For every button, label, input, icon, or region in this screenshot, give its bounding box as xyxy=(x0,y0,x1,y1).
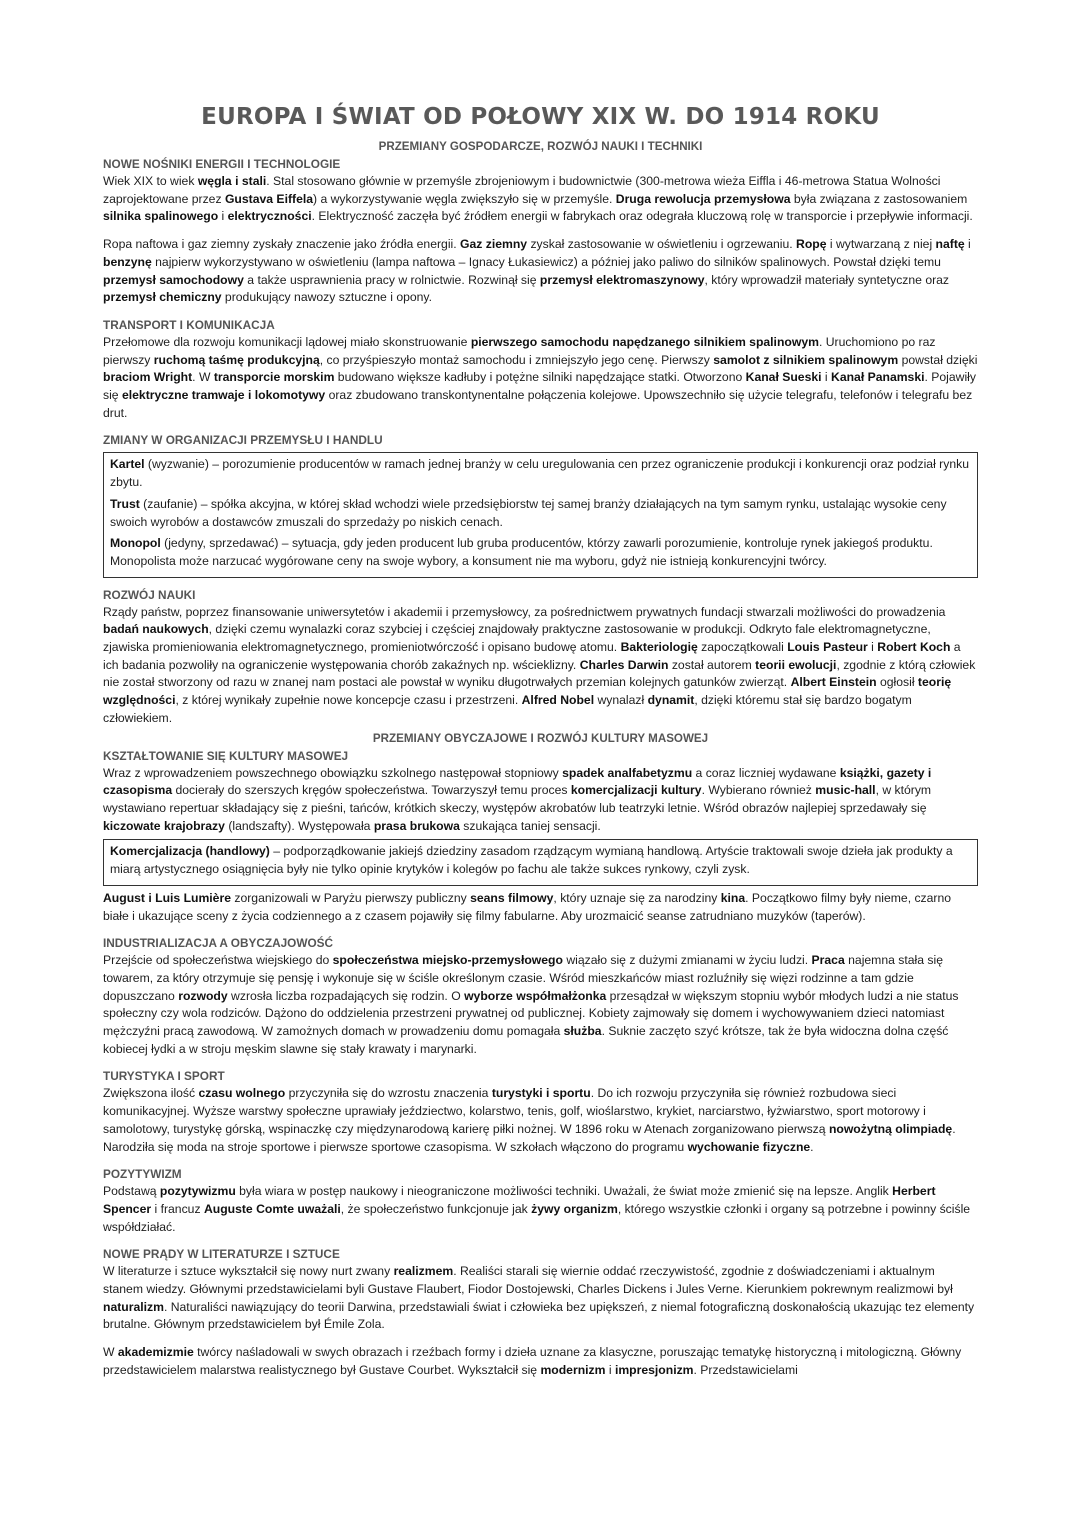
text-run: W literaturze i sztuce wykształcił się nowy nurt zwany xyxy=(103,1264,394,1279)
bold-term: wyborze współmałżonka xyxy=(464,988,607,1003)
text-run: zyskał zastosowanie w oświetleniu i ogrzewaniu. xyxy=(527,237,797,252)
paragraph-energy-2 xyxy=(103,236,978,307)
text-run: wzrosła liczba rozpadających się rodzin. O xyxy=(227,988,465,1003)
paragraph-science xyxy=(103,604,978,728)
bold-term: elektryczne tramwaje i lokomotywy xyxy=(121,388,326,403)
text-run: Zwiększona ilość xyxy=(103,1086,199,1101)
section-positivism xyxy=(103,1166,978,1236)
bold-term: rozwody xyxy=(178,988,228,1003)
section-header-economy: PRZEMIANY GOSPODARCZE, ROZWÓJ NAUKI I TECHNIKI xyxy=(378,140,703,153)
text-run: i xyxy=(218,209,228,224)
text-run: , co przyśpieszyło montaż samochodu i zmniejszyło jego cenę. Pierwszy xyxy=(319,352,714,367)
text-run: . Suknie zaczęto szyć krótsze, tak że była widoczna dolna część kobiecej łydki a w stroju męskim slawne się stały krawaty i marynarki. xyxy=(103,1024,949,1056)
bold-term: Praca xyxy=(811,953,845,968)
bold-term: silnika spalinowego xyxy=(103,209,219,224)
text-run: . Przedstawicielami xyxy=(693,1362,798,1377)
heading-transport: TRANSPORT I KOMUNIKACJA xyxy=(103,317,275,332)
text-run: a coraz liczniej wydawane xyxy=(692,765,840,780)
text-run: . Wybierano również xyxy=(701,783,816,798)
section-tourism xyxy=(103,1068,978,1156)
bold-term: Bakteriologię xyxy=(620,640,698,655)
text-run: . Pojawiły się xyxy=(103,370,976,403)
bold-term: wychowanie fizyczne xyxy=(687,1139,811,1154)
text-run: zapoczątkowali xyxy=(697,640,788,655)
definition-commercialization xyxy=(110,843,971,878)
bold-term: ruchomą taśmę produkcyjną xyxy=(153,352,320,367)
text-run: szukająca taniej sensacji. xyxy=(459,818,601,833)
bold-term: dynamit xyxy=(647,693,695,708)
text-run: ogłosił xyxy=(876,675,918,690)
heading-tourism: TURYSTYKA I SPORT xyxy=(103,1069,225,1084)
bold-term: pierwszego samochodu napędzanego silnikiem spalinowym xyxy=(470,334,819,349)
heading-literature: NOWE PRĄDY W LITERATURZE I SZTUCE xyxy=(103,1247,340,1262)
text-run: Ropa naftowa i gaz ziemny zyskały znaczenie jako źródła energii. xyxy=(103,237,461,252)
bold-term: Gustava Eiffela xyxy=(224,191,314,206)
bold-term: Trust xyxy=(110,496,140,511)
bold-term: benzynę xyxy=(103,254,152,269)
paragraph-literature-2 xyxy=(103,1344,978,1379)
paragraph-customs xyxy=(103,952,978,1058)
text-run: i xyxy=(821,370,832,385)
bold-term: kina xyxy=(720,890,746,905)
text-run: – podporządkowanie jakiejś dziedziny zasadom rządzącym wymianą handlową. Artyście traktowali swoje dzieła jak produkty a miarą artystycznego osiągnięcia były nie tylko opinie krytyków i kolegów po fachu ale także sukces rynkowy, czyli zysk. xyxy=(110,844,953,877)
text-run: (landszafty). Występowała xyxy=(224,818,374,833)
text-run: i xyxy=(964,237,971,252)
text-run: Rządy państw, poprzez finansowanie uniwersytetów i akademii i przemysłowcy, za pośrednictwem prywatnych fundacji stwarzali możliwości do prowadzenia xyxy=(103,604,946,619)
text-run: (zaufanie) – spółka akcyjna, w której skład wchodzi wiele przedsiębiorstw tej samej branży działających na tym samym rynku, ustalając wysokie ceny swoich wyrobów a dostawców zmuszali do sprzedaży po niskich cenach. xyxy=(110,496,947,529)
bold-term: modernizm xyxy=(540,1362,606,1377)
heading-energy: NOWE NOŚNIKI ENERGII I TECHNOLOGIE xyxy=(103,157,341,171)
bold-term: teorii ewolucji xyxy=(755,657,837,672)
bold-term: książki, gazety i czasopisma xyxy=(103,765,932,798)
bold-term: impresjonizm xyxy=(614,1362,694,1377)
bold-term: August i Luis Lumière xyxy=(103,890,231,905)
text-run: . Uruchomiono po raz pierwszy xyxy=(103,334,936,367)
bold-term: akademizmie xyxy=(117,1345,194,1360)
text-run: . Narodziła się moda na stroje sportowe i pierwsze sportowe czasopisma. W szkołach włączono do programu xyxy=(103,1121,956,1154)
paragraph-transport xyxy=(103,334,978,423)
bold-term: braciom Wright xyxy=(103,370,193,385)
text-run: i wytwarzaną z niej xyxy=(826,237,936,252)
definition-box-commercialization xyxy=(103,839,978,885)
paragraph-energy-1 xyxy=(103,173,978,226)
text-run: został autorem xyxy=(668,657,756,672)
bold-term: węgla i stali xyxy=(197,174,267,188)
text-run: . Elektryczność zaczęła być źródłem energii w fabrykach oraz odegrała kluczową rolę w transporcie i przepływie informacji. xyxy=(311,209,973,224)
text-run: , którego wszystkie członki i organy są potrzebne i powinny ściśle współdziałać. xyxy=(103,1201,971,1234)
text-run: . Realiści starali się wiernie oddać rzeczywistość, zgodnie z doświadczeniami i aktualnym stanem wiedzy. Głównymi przedstawicielami byli Gustave Flaubert, Fiodor Dostojewski, Charles Dickens i Jules Verne. Kierunkiem pokrewnym realizmowi był xyxy=(103,1264,953,1297)
text-run: , w którym wystawiano repertuar składający się z pieśni, tańców, krótkich skeczy, występów akrobatów lub teatrzyki letnie. Wśród obrazów najlepiej sprzedawały się xyxy=(103,783,932,815)
text-run: a ich badania pozwoliły na ograniczenie występowania chorób zakaźnych np. wścieklizny. xyxy=(103,640,961,672)
text-run: , dzięki czemu wynalazki coraz szybciej i częściej znajdowały praktyczne zastosowanie w produkcji. Odkryto fale elektromagnetyczne, zjawiska promieniowania elektromagnetycznego, promieniotwórczość i opisano budowę atomu. xyxy=(103,622,931,655)
bold-term: spadek analfabetyzmu xyxy=(562,765,693,780)
bold-term: realizmem xyxy=(393,1264,454,1279)
text-run: . xyxy=(810,1139,814,1154)
bold-term: przemysł elektromaszynowy xyxy=(539,272,705,287)
text-run: . W xyxy=(192,370,214,385)
text-run: . Do ich rozwoju przyczyniła się również rozbudowa sieci komunikacyjnej. Wyższe warstwy społeczne uprawiały jeździectwo, kolarstwo, tenis, golf, wioślarstwo, krykiet, narciarstwo, łyżwiarstwo, sport motorowy i samolotowy, turystykę górską, wspinaczkę czy międzynarodową karierę piłki nożnej. W 1896 roku w Atenach zorganizowano pierwszą xyxy=(103,1086,926,1136)
text-run: i francuz xyxy=(151,1201,204,1216)
text-run: była związana z zastosowaniem xyxy=(790,191,968,206)
text-run: , który uznaje się za narodziny xyxy=(553,890,721,905)
text-run: budowano większe kadłuby i potężne silniki napędzające statki. Otworzono xyxy=(334,370,746,385)
bold-term: naturalizm xyxy=(103,1299,164,1314)
text-run: Wiek XIX to wiek xyxy=(103,174,198,188)
definition-monopol xyxy=(110,535,971,570)
bold-term: Alfred Nobel xyxy=(521,693,595,708)
bold-term: przemysł samochodowy xyxy=(103,272,244,287)
paragraph-mass-culture-1 xyxy=(103,765,978,836)
text-run: wynalazł xyxy=(594,693,648,708)
bold-term: przemysł chemiczny xyxy=(103,290,222,305)
heading-positivism: POZYTYWIZM xyxy=(103,1167,182,1182)
text-run: . Stal stosowano głównie w przemyśle zbrojeniowym i budownictwie (300-metrowa wieża Eiffla i 46-metrowa Statua Wolności zaprojektowane przez xyxy=(103,174,941,206)
text-run: (wyzwanie) – porozumienie producentów w ramach jednej branży w celu uregulowania cen przez ograniczenie produkcji i konkurencji oraz podział rynku zbytu. xyxy=(110,457,969,490)
bold-term: Monopol xyxy=(110,536,161,551)
text-run: Wraz z wprowadzeniem powszechnego obowiązku szkolnego następował stopniowy xyxy=(103,765,563,780)
text-run: . Początkowo filmy były nieme, czarno białe i ukazujące sceny z życia codziennego a z czasem pojawiły się filmy fabularne. Aby urozmaicić seanse zatrudniano muzyków (taperów). xyxy=(103,890,952,923)
heading-industry: ZMIANY W ORGANIZACJI PRZEMYSŁU I HANDLU xyxy=(103,433,383,448)
text-run: a także usprawnienia pracy w rolnictwie. Rozwinął się xyxy=(243,272,540,287)
bold-term: turystyki i sportu xyxy=(491,1086,591,1101)
bold-term: czasu wolnego xyxy=(198,1086,286,1101)
text-run: , że społeczeństwo funkcjonuje jak xyxy=(340,1201,532,1216)
bold-term: naftę xyxy=(935,237,965,252)
bold-term: Kartel xyxy=(110,457,145,472)
text-run: docierały do szerszych kręgów społeczeństwa. Towarzyszył temu proces xyxy=(172,783,571,798)
text-run: wiązało się z dużymi zmianami w życiu ludzi. xyxy=(562,953,812,968)
section-customs xyxy=(103,935,978,1058)
bold-term: seans filmowy xyxy=(470,890,554,905)
definitions-box xyxy=(103,452,978,577)
section-transport xyxy=(103,317,978,423)
section-literature xyxy=(103,1246,978,1379)
paragraph-positivism xyxy=(103,1183,978,1236)
bold-term: kiczowate krajobrazy xyxy=(103,818,225,833)
bold-term: music-hall xyxy=(815,783,876,798)
bold-term: Auguste Comte uważali xyxy=(203,1201,341,1216)
bold-term: samolot z silnikiem spalinowym xyxy=(713,352,899,367)
heading-mass-culture: KSZTAŁTOWANIE SIĘ KULTURY MASOWEJ xyxy=(103,748,349,763)
section-energy xyxy=(103,156,978,307)
text-run: , który wprowadził materiały syntetyczne oraz xyxy=(704,272,950,287)
definition-trust xyxy=(110,496,971,531)
text-run: W xyxy=(103,1345,118,1360)
section-industry xyxy=(103,432,978,577)
text-run: była wiara w postęp naukowy i nieograniczone możliwości techniki. Uważali, że świat może zmienić się na lepsze. Anglik xyxy=(235,1184,893,1199)
bold-term: Komercjalizacja (handlowy) xyxy=(110,844,270,859)
text-run: produkujący nawozy sztuczne i opony. xyxy=(221,290,433,305)
text-run: , z której wynikały zupełnie nowe koncepcje czasu i przestrzeni. xyxy=(175,693,522,708)
text-run: , dzięki któremu stał się bardzo bogatym człowiekiem. xyxy=(103,693,912,725)
text-run: najemna stała się towarem, za który otrzymuje się pensję i wykonuje się w ściśle określonym czasie. Wśród mieszkańców miast rozluźniły się więzi rodzinne a tam gdzie dopuszczano xyxy=(103,953,943,1003)
text-run: . Naturaliści nawiązujący do teorii Darwina, przedstawiali świat i człowieka bez upiększeń, z niemal fotograficzną doskonałością ukazując tez elementy brutalne. Głównym przedstawicielem był Émile Zola. xyxy=(103,1299,975,1332)
text-run: Przełomowe dla rozwoju komunikacji lądowej miało skonstruowanie xyxy=(103,334,471,349)
text-run: zorganizowali w Paryżu pierwszy publiczny xyxy=(230,890,471,905)
paragraph-mass-culture-2 xyxy=(103,890,978,925)
section-science xyxy=(103,587,978,728)
bold-term: służba xyxy=(563,1024,602,1039)
bold-term: Gaz ziemny xyxy=(460,237,528,252)
bold-term: nowożytną olimpiadę xyxy=(828,1121,953,1136)
bold-term: Ropę xyxy=(796,237,827,252)
bold-term: Albert Einstein xyxy=(790,675,877,690)
bold-term: Herbert Spencer xyxy=(103,1184,936,1216)
bold-term: Louis Pasteur xyxy=(787,640,868,655)
text-run: , zgodnie z którą człowiek nie został stworzony od razu w znanej nam postaci ale powstał w wyniku długotrwałych przemian kolejnych gatunków zwierząt. xyxy=(103,657,976,690)
text-run: twórcy naśladowali w swych obrazach i rzeźbach formy i dzieła uznane za klasyczne, poruszając tematykę historyczną i mitologiczną. Główny przedstawicielem malarstwa realistycznego był Gustave Courbet. Wykształcił się xyxy=(103,1345,962,1377)
section-mass-culture xyxy=(103,748,978,926)
bold-term: Robert Koch xyxy=(877,640,951,655)
bold-term: pozytywizmu xyxy=(159,1184,236,1199)
heading-science: ROZWÓJ NAUKI xyxy=(103,587,196,602)
bold-term: Druga rewolucja przemysłowa xyxy=(615,191,791,206)
text-run: najpierw wykorzystywano w oświetleniu (lampa naftowa – Ignacy Łukasiewicz) a później jako paliwo do silników spalinowych. Powstał dzięki temu xyxy=(151,254,941,269)
bold-term: badań naukowych xyxy=(103,622,209,637)
text-run: (jedyny, sprzedawać) – sytuacja, gdy jeden producent lub gruba producentów, którzy zawarli porozumienie, kontroluje rynek jakiegoś produktu. Monopolista może narzucać wygórowane ceny na swoje wybory, a konsument nie ma wyboru, gdyż nie istnieją konkurencyjni twórcy. xyxy=(110,536,933,568)
text-run: przesądzał w większym stopniu wybór młodych ludzi a nie status społeczny czy wola rodziców. Dążono do oddzielenia przestrzeni prywatnej od publicznej. Kobiety zajmowały się domem i wychowywaniem dzieci natomiast mężczyźni pracą zawodową. W zamożnych domach w prowadzeniu domu pomagała xyxy=(103,988,959,1039)
text-run: przyczyniła się do wzrostu znaczenia xyxy=(285,1086,492,1101)
heading-customs: INDUSTRIALIZACJA A OBYCZAJOWOŚĆ xyxy=(103,936,334,951)
bold-term: żywy organizm xyxy=(531,1201,618,1216)
page-title: EUROPA I ŚWIAT OD POŁOWY XIX W. DO 1914 ROKU xyxy=(201,104,880,130)
text-run: ) a wykorzystywanie węgla zwiększyło się w przemyśle. xyxy=(313,191,616,206)
bold-term: prasa brukowa xyxy=(373,818,460,833)
paragraph-tourism xyxy=(103,1085,978,1156)
text-run: oraz zbudowano transkontynentalne połączenia kolejowe. Upowszechniło się użycie telegrafu, telefonów i telegrafu bez drut. xyxy=(103,388,973,420)
paragraph-literature-1 xyxy=(103,1263,978,1334)
bold-term: Kanał Panamski xyxy=(831,370,925,385)
bold-term: Kanał Sueski xyxy=(745,370,822,385)
bold-term: elektryczności xyxy=(227,209,312,224)
bold-term: transporcie morskim xyxy=(213,370,335,385)
bold-term: teorię względności xyxy=(103,675,952,708)
text-run: i xyxy=(867,640,878,655)
text-run: i xyxy=(605,1362,615,1377)
section-header-culture: PRZEMIANY OBYCZAJOWE I ROZWÓJ KULTURY MASOWEJ xyxy=(372,731,709,745)
bold-term: komercjalizacji kultury xyxy=(570,783,702,798)
text-run: powstał dzięki xyxy=(898,352,978,367)
text-run: Podstawą xyxy=(103,1184,160,1199)
bold-term: społeczeństwa miejsko-przemysłowego xyxy=(332,953,563,968)
bold-term: Charles Darwin xyxy=(579,657,669,672)
text-run: Przejście od społeczeństwa wiejskiego do xyxy=(103,953,333,968)
definition-kartel xyxy=(110,456,971,491)
